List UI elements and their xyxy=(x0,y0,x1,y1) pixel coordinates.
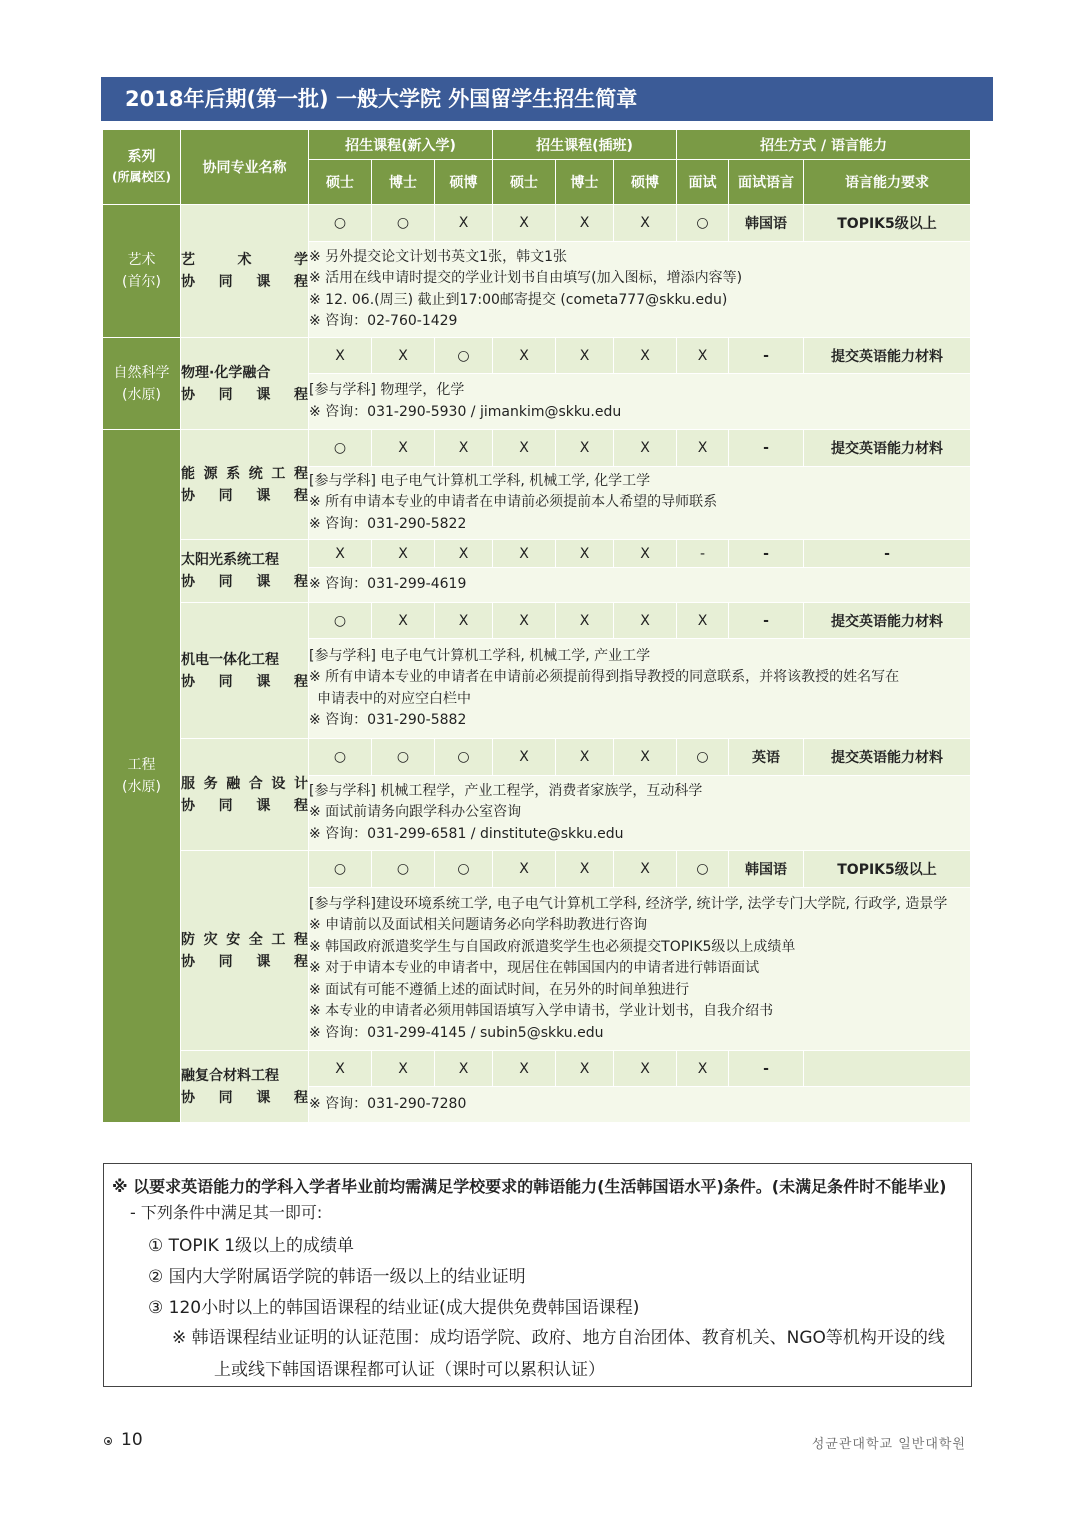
program-name-char: 课 xyxy=(256,797,271,814)
program-name-char: 同 xyxy=(218,274,233,290)
program-name-char: 程 xyxy=(293,1089,308,1106)
program-name-char: 学 xyxy=(294,252,308,268)
interview-language: - xyxy=(729,603,804,639)
program-name-char: 安 xyxy=(226,931,241,948)
program-name-char: 课 xyxy=(256,574,271,590)
note-line: [参与学科] 电子电气计算机工学科, 机械工学, 产业工学 xyxy=(309,647,651,664)
program-name-char: 防 xyxy=(181,931,195,948)
program-name-char: 程 xyxy=(293,574,308,590)
note-line: ※ 12. 06.(周三) 截止到17:00邮寄提交 (cometa777@skku.edu) xyxy=(309,291,728,308)
mark-transfer-combined: X xyxy=(614,1051,677,1087)
program-name-char: 合 xyxy=(248,775,263,792)
program-name-char: 课 xyxy=(256,487,271,504)
note-line: [参与学科] 机械工程学，产业工程学，消费者家族学，互动科学 xyxy=(309,782,703,799)
note-line: ※ 另外提交论文计划书英文1张，韩文1张 xyxy=(309,248,567,265)
header-series-label: 系列 xyxy=(127,149,156,165)
notice-box xyxy=(103,1163,972,1387)
program-name-char: 艺 xyxy=(181,252,195,268)
language-requirement xyxy=(804,1051,971,1087)
program-name-char: 程 xyxy=(293,487,308,504)
mark-new-doctor: X xyxy=(372,1051,435,1087)
program-name-char: 同 xyxy=(218,797,233,814)
admission-table xyxy=(102,129,971,1123)
mark-transfer-master: X xyxy=(493,851,556,888)
mark-transfer-doctor: X xyxy=(556,338,614,374)
program-notes xyxy=(309,242,971,338)
header-interview-lang: 面试语言 xyxy=(729,160,804,205)
interview-language: - xyxy=(729,338,804,374)
interview-language: 韩国语 xyxy=(729,851,804,888)
note-line: ※ 面试前请务向跟学科办公室咨询 xyxy=(309,804,522,821)
page-title: 2018年后期(第一批) 一般大学院 外国留学生招生简章 xyxy=(101,77,993,121)
note-line: ※ 咨询：031-299-4619 xyxy=(309,576,467,593)
mark-transfer-master: X xyxy=(493,603,556,639)
mark-transfer-doctor: X xyxy=(556,430,614,467)
mark-new-combined: X xyxy=(435,430,493,467)
mark-new-master: ○ xyxy=(309,430,372,467)
program-name-char: 协 xyxy=(181,386,195,403)
mark-transfer-combined: X xyxy=(614,205,677,242)
program-notes xyxy=(309,639,971,739)
program-name-char: 协 xyxy=(181,953,195,970)
mark-new-combined: ○ xyxy=(435,851,493,888)
note-line: ※ 咨询：031-299-4145 / subin5@skku.edu xyxy=(309,1024,604,1041)
program-name-char: 服 xyxy=(181,775,195,792)
language-requirement: 提交英语能力材料 xyxy=(804,603,971,639)
program-name-char: 课 xyxy=(256,953,271,970)
program-name-char: 全 xyxy=(248,931,263,948)
program-name xyxy=(181,540,309,603)
note-line: ※ 咨询：031-290-5822 xyxy=(309,515,467,532)
program-name-char: 协 xyxy=(181,1089,195,1106)
program-name-char: 同 xyxy=(218,673,233,690)
program-name-char: 源 xyxy=(203,465,218,482)
program-name-char: 工 xyxy=(271,931,286,948)
header-lang-req: 语言能力要求 xyxy=(804,160,971,205)
interview-language: 英语 xyxy=(729,739,804,776)
note-line: ※ 咨询：031-290-5930 / jimankim@skku.edu xyxy=(309,403,622,420)
notice-line: ※ 韩语课程结业证明的认证范围：成均语学院、政府、地方自治团体、教育机关、NGO等机构开设的线 xyxy=(172,1328,945,1348)
program-name-char: 协 xyxy=(181,487,195,504)
header-new-group: 招生课程(新入学) xyxy=(309,130,493,160)
header-transfer-group: 招生课程(插班) xyxy=(493,130,677,160)
program-name-char: 协 xyxy=(181,673,195,690)
mark-transfer-doctor: X xyxy=(556,205,614,242)
program-name-char: 程 xyxy=(293,797,308,814)
mark-new-master: ○ xyxy=(309,603,372,639)
language-requirement: - xyxy=(804,540,971,568)
program-name xyxy=(181,338,309,430)
mark-new-master: ○ xyxy=(309,205,372,242)
interview-language: - xyxy=(729,1051,804,1087)
note-line: ※ 面试有可能不遵循上述的面试时间，在另外的时间单独进行 xyxy=(309,981,690,998)
mark-new-combined: ○ xyxy=(435,338,493,374)
program-name-char: 程 xyxy=(293,274,308,290)
series-label: (水原) xyxy=(122,779,161,795)
mark-new-master: X xyxy=(309,540,372,568)
header-transfer-doctor: 博士 xyxy=(556,160,614,205)
header-master: 硕士 xyxy=(309,160,372,205)
program-name-char: 术 xyxy=(237,252,252,268)
mark-new-combined: X xyxy=(435,603,493,639)
mark-new-combined: X xyxy=(435,205,493,242)
notice-line: - 下列条件中满足其一即可: xyxy=(130,1203,323,1222)
program-name-char: 同 xyxy=(218,953,233,970)
note-line: ※ 申请前以及面试相关问题请务必向学科助教进行咨询 xyxy=(309,917,648,934)
language-requirement: TOPIK5级以上 xyxy=(804,851,971,888)
series-label: (水原) xyxy=(122,386,161,403)
note-line: ※ 所有申请本专业的申请者在申请前必须提前本人希望的导师联系 xyxy=(309,494,718,511)
language-requirement: 提交英语能力材料 xyxy=(804,739,971,776)
header-series-sub: (所属校区) xyxy=(112,170,171,184)
note-line: ※ 活用在线申请时提交的学业计划书自由填写(加入图标，增添内容等) xyxy=(309,270,743,286)
note-line: 申请表中的对应空白栏中 xyxy=(317,690,471,707)
program-name-char: 机电一体化工程 xyxy=(181,651,279,668)
mark-new-master: ○ xyxy=(309,739,372,776)
mark-new-combined: X xyxy=(435,1051,493,1087)
note-line: ※ 所有申请本专业的申请者在申请前必须提前得到指导教授的同意联系，并将该教授的姓名写在 xyxy=(309,669,900,685)
notice-line: ① TOPIK 1级以上的成绩单 xyxy=(148,1236,355,1256)
mark-transfer-master: X xyxy=(493,739,556,776)
program-notes xyxy=(309,776,971,851)
mark-transfer-combined: X xyxy=(614,739,677,776)
bullet-icon xyxy=(104,1437,112,1445)
mark-transfer-doctor: X xyxy=(556,1051,614,1087)
program-name-char: 课 xyxy=(256,1089,271,1106)
note-line: ※ 本专业的申请者必须用韩国语填写入学申请书，学业计划书，自我介绍书 xyxy=(309,1003,774,1020)
program-name-char: 统 xyxy=(248,465,263,482)
note-line: [参与学科] 电子电气计算机工学科, 机械工学, 化学工学 xyxy=(309,472,651,489)
mark-new-doctor: X xyxy=(372,338,435,374)
notice-line: ※ 以要求英语能力的学科入学者毕业前均需满足学校要求的韩语能力(生活韩国语水平)条件。(未满足条件时不能毕业) xyxy=(112,1177,947,1196)
mark-interview: X xyxy=(677,338,729,374)
mark-new-combined: ○ xyxy=(435,739,493,776)
note-line: ※ 咨询：031-299-6581 / dinstitute@skku.edu xyxy=(309,825,624,842)
note-line: ※ 咨询：031-290-5882 xyxy=(309,712,467,728)
mark-interview: X xyxy=(677,1051,729,1087)
note-line: ※ 对于申请本专业的申请者中，现居住在韩国国内的申请者进行韩语面试 xyxy=(309,960,760,977)
program-name-char: 设 xyxy=(271,775,286,792)
program-name-char: 能 xyxy=(181,465,195,482)
mark-transfer-doctor: X xyxy=(556,851,614,888)
series-label: 自然科学 xyxy=(113,364,170,381)
program-name-char: 程 xyxy=(293,465,308,482)
mark-transfer-master: X xyxy=(493,540,556,568)
notice-line: ② 国内大学附属语学院的韩语一级以上的结业证明 xyxy=(148,1267,526,1287)
program-notes xyxy=(309,888,971,1051)
header-combined: 硕博 xyxy=(435,160,493,205)
mark-new-master: X xyxy=(309,338,372,374)
mark-interview: X xyxy=(677,430,729,467)
program-name-char: 灾 xyxy=(203,931,218,948)
mark-new-master: X xyxy=(309,1051,372,1087)
note-line: [参与学科]建设环境系统工学, 电子电气计算机工学科, 经济学, 统计学, 法学专门大学院, 行政学, 造景学 xyxy=(309,895,948,912)
mark-transfer-doctor: X xyxy=(556,739,614,776)
program-name-char: 协 xyxy=(181,574,195,590)
program-name-char: 程 xyxy=(293,953,308,970)
program-name-char: 务 xyxy=(203,775,218,792)
mark-interview: ○ xyxy=(677,205,729,242)
interview-language: 韩国语 xyxy=(729,205,804,242)
program-notes xyxy=(309,1087,971,1123)
program-name-char: 程 xyxy=(293,673,308,690)
program-name-char: 融 xyxy=(226,775,241,792)
mark-transfer-master: X xyxy=(493,430,556,467)
program-name-char: 程 xyxy=(293,386,308,403)
mark-new-doctor: ○ xyxy=(372,851,435,888)
program-name-char: 课 xyxy=(256,274,271,290)
mark-new-combined: X xyxy=(435,540,493,568)
mark-new-doctor: X xyxy=(372,603,435,639)
mark-new-doctor: ○ xyxy=(372,205,435,242)
series-label: (首尔) xyxy=(122,274,161,290)
mark-new-doctor: ○ xyxy=(372,739,435,776)
header-transfer-master: 硕士 xyxy=(493,160,556,205)
header-method-group: 招生方式 / 语言能力 xyxy=(677,130,971,160)
program-notes xyxy=(309,374,971,430)
interview-language: - xyxy=(729,430,804,467)
program-name-char: 同 xyxy=(218,386,233,403)
notice-line: 上或线下韩国语课程都可认证（课时可以累积认证） xyxy=(214,1360,605,1380)
mark-new-master: ○ xyxy=(309,851,372,888)
program-name-char: 协 xyxy=(181,797,195,814)
mark-transfer-combined: X xyxy=(614,430,677,467)
program-notes xyxy=(309,467,971,540)
series-label: 工程 xyxy=(127,757,156,773)
note-line: ※ 咨询：031-290-7280 xyxy=(309,1095,467,1112)
language-requirement: TOPIK5级以上 xyxy=(804,205,971,242)
mark-transfer-combined: X xyxy=(614,603,677,639)
program-name-char: 协 xyxy=(181,274,195,290)
program-name-char: 同 xyxy=(218,1089,233,1106)
language-requirement: 提交英语能力材料 xyxy=(804,430,971,467)
mark-new-doctor: X xyxy=(372,540,435,568)
program-name xyxy=(181,1051,309,1123)
program-name-char: 物理·化学融合 xyxy=(181,364,271,381)
page-number: 10 xyxy=(121,1430,143,1450)
series-science xyxy=(103,338,181,430)
program-name xyxy=(181,739,309,851)
series-label: 艺术 xyxy=(127,252,156,268)
note-line: [参与学科] 物理学，化学 xyxy=(309,382,465,398)
program-name-char: 系 xyxy=(226,465,241,482)
note-line: ※ 咨询：02-760-1429 xyxy=(309,313,458,329)
program-name xyxy=(181,430,309,540)
program-name-char: 同 xyxy=(218,574,233,590)
header-doctor: 博士 xyxy=(372,160,435,205)
notice-line: ③ 120小时以上的韩国语课程的结业证(成大提供免费韩国语课程) xyxy=(148,1298,640,1318)
note-line: ※ 韩国政府派遣奖学生与自国政府派遣奖学生也必须提交TOPIK5级以上成绩单 xyxy=(309,938,796,955)
mark-transfer-doctor: X xyxy=(556,603,614,639)
program-name-char: 程 xyxy=(293,931,308,948)
series-eng xyxy=(103,430,181,1123)
mark-interview: ○ xyxy=(677,851,729,888)
program-name-char: 课 xyxy=(256,386,271,403)
language-requirement: 提交英语能力材料 xyxy=(804,338,971,374)
program-name-char: 同 xyxy=(218,487,233,504)
header-series xyxy=(103,130,181,205)
program-name-char: 太阳光系统工程 xyxy=(181,552,279,568)
program-name-char: 计 xyxy=(293,775,308,792)
footer-school: 성균관대학교 일반대학원 xyxy=(811,1437,966,1452)
mark-transfer-master: X xyxy=(493,338,556,374)
program-name xyxy=(181,603,309,739)
interview-language: - xyxy=(729,540,804,568)
mark-interview: - xyxy=(677,540,729,568)
mark-transfer-combined: X xyxy=(614,338,677,374)
program-name-char: 融复合材料工程 xyxy=(181,1067,279,1084)
mark-interview: X xyxy=(677,603,729,639)
program-name-char: 工 xyxy=(271,465,286,482)
program-name-char: 课 xyxy=(256,673,271,690)
mark-transfer-combined: X xyxy=(614,540,677,568)
program-name xyxy=(181,205,309,338)
mark-transfer-master: X xyxy=(493,205,556,242)
mark-transfer-doctor: X xyxy=(556,540,614,568)
header-transfer-combined: 硕博 xyxy=(614,160,677,205)
mark-interview: ○ xyxy=(677,739,729,776)
header-program: 协同专业名称 xyxy=(181,130,309,205)
mark-new-doctor: X xyxy=(372,430,435,467)
mark-transfer-combined: X xyxy=(614,851,677,888)
header-interview: 面试 xyxy=(677,160,729,205)
mark-transfer-master: X xyxy=(493,1051,556,1087)
series-art xyxy=(103,205,181,338)
program-notes xyxy=(309,568,971,603)
program-name xyxy=(181,851,309,1051)
